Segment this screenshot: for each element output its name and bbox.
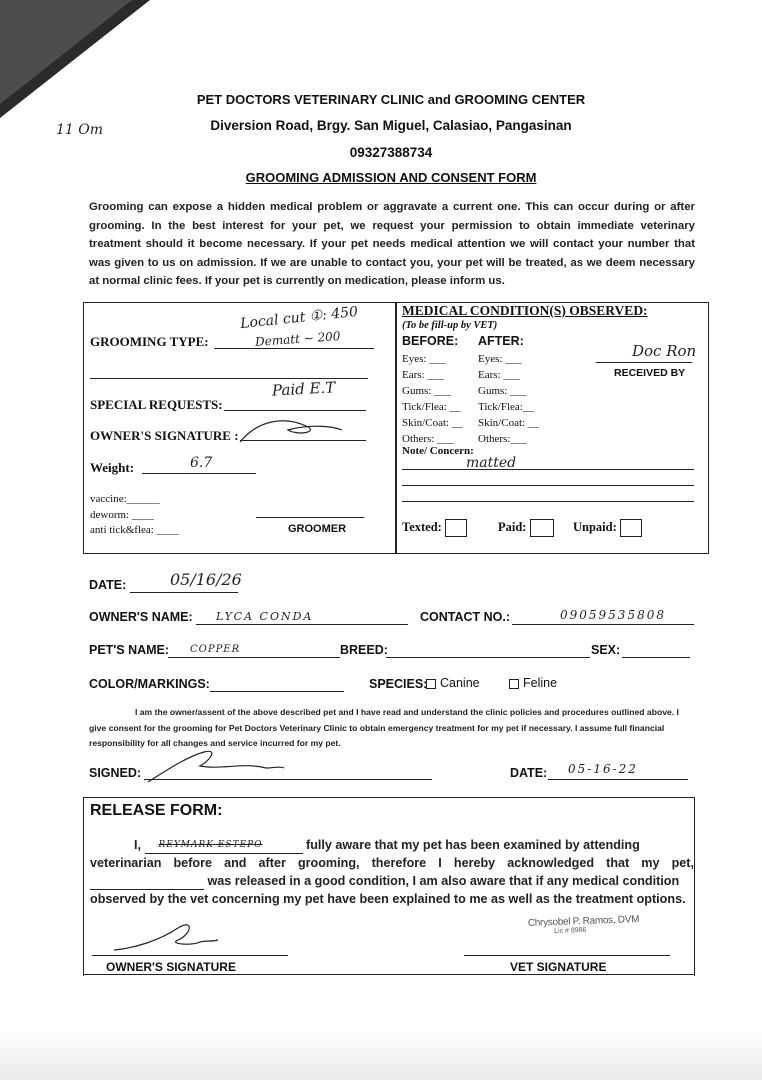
owner-release-signature-scribble bbox=[112, 918, 222, 954]
consent-paragraph: I am the owner/assent of the above described pet and I have read and understand the clinic policies and procedures outlined above. I give consent for the grooming for Pet Doctors Veterinary Clinic to obtain emergency treatment for my pet if necessary. I assume full financial responsibility for all changes and service incurred for my pet. bbox=[89, 707, 679, 748]
pet-name-field[interactable] bbox=[168, 657, 340, 658]
feline-checkbox[interactable] bbox=[509, 679, 519, 689]
clinic-address: Diversion Road, Brgy. San Miguel, Calasiao, Pangasinan bbox=[210, 118, 572, 133]
groomer-label: GROOMER bbox=[288, 523, 347, 535]
owner-name-value[interactable]: LYCA CONDA bbox=[216, 610, 314, 623]
before-items bbox=[402, 351, 463, 447]
before-label: BEFORE: bbox=[402, 334, 459, 348]
release-line-4: observed by the vet concerning my pet have been explained to me as well as the treatment options. bbox=[90, 892, 686, 906]
medical-title: MEDICAL CONDITION(S) OBSERVED: bbox=[402, 303, 648, 318]
release-line-1: I, REYMARK ESTEPO fully aware that my pet has been examined by attending bbox=[134, 838, 640, 852]
signed-signature-scribble bbox=[146, 748, 286, 784]
after-items bbox=[478, 351, 539, 447]
species-feline-option[interactable]: Feline bbox=[509, 676, 557, 690]
grooming-type-label: GROOMING TYPE: bbox=[90, 334, 209, 349]
received-by-line bbox=[596, 362, 692, 363]
vet-signature-label: VET SIGNATURE bbox=[510, 960, 607, 974]
scan-bottom-shadow bbox=[0, 1030, 762, 1080]
deworm-label: deworm: ____ bbox=[90, 509, 154, 521]
after-others[interactable]: Others:___ bbox=[478, 433, 527, 445]
before-ears[interactable]: Ears: ___ bbox=[402, 369, 444, 381]
note-line-3 bbox=[402, 501, 694, 502]
release-title: RELEASE FORM: bbox=[90, 802, 223, 819]
signed-date-value[interactable]: 05-16-22 bbox=[568, 762, 638, 776]
signed-date-field[interactable] bbox=[548, 779, 688, 780]
release-name-value[interactable]: REYMARK ESTEPO bbox=[158, 840, 263, 850]
contact-label: CONTACT NO.: bbox=[420, 610, 511, 624]
after-skincoat[interactable]: Skin/Coat: __ bbox=[478, 417, 539, 429]
received-by-label: RECEIVED BY bbox=[614, 367, 686, 379]
note-value[interactable]: matted bbox=[466, 455, 517, 471]
grooming-type-value-2[interactable]: Dematt ~ 200 bbox=[254, 329, 341, 349]
release-line-2: veterinarian before and after grooming, therefore I hereby acknowledged that my pet, bbox=[90, 856, 694, 870]
weight-label: Weight: bbox=[90, 460, 135, 475]
pet-name-label: PET'S NAME: bbox=[89, 643, 170, 657]
texted-checkbox[interactable] bbox=[445, 519, 467, 537]
breed-field[interactable] bbox=[386, 657, 590, 658]
medical-subtitle: (To be fill-up by VET) bbox=[402, 320, 498, 331]
after-eyes[interactable]: Eyes: ___ bbox=[478, 353, 522, 365]
date-field[interactable] bbox=[130, 592, 238, 593]
release-line-3: was released in a good condition, I am also aware that if any medical condition bbox=[90, 872, 694, 890]
before-gums[interactable]: Gums: ___ bbox=[402, 385, 451, 397]
grooming-type-value-1[interactable]: Local cut ①: 450 bbox=[239, 303, 359, 333]
note-label: Note/ Concern: bbox=[402, 445, 474, 457]
date-value[interactable]: 05/16/26 bbox=[170, 570, 242, 589]
weight-field[interactable] bbox=[142, 473, 256, 474]
form-title: GROOMING ADMISSION AND CONSENT FORM bbox=[245, 170, 537, 185]
contact-value[interactable]: 09059535808 bbox=[560, 608, 666, 622]
texted-field bbox=[402, 519, 467, 537]
color-markings-field[interactable] bbox=[210, 691, 344, 692]
sex-field[interactable] bbox=[622, 657, 690, 658]
owner-signature-scribble bbox=[236, 414, 346, 448]
special-requests-label: SPECIAL REQUESTS: bbox=[90, 397, 223, 412]
owner-release-signature-line[interactable] bbox=[92, 955, 288, 956]
canine-checkbox[interactable] bbox=[426, 679, 436, 689]
breed-label: BREED: bbox=[340, 643, 388, 657]
before-others[interactable]: Others: ___ bbox=[402, 433, 454, 445]
vet-stamp-name: Chrysobel P. Ramos, DVM bbox=[527, 914, 640, 929]
note-line-1 bbox=[402, 469, 694, 470]
species-label: SPECIES: bbox=[369, 677, 428, 691]
vaccine-label: vaccine:______ bbox=[90, 493, 160, 505]
unpaid-checkbox[interactable] bbox=[620, 519, 642, 537]
texted-label: Texted: bbox=[402, 519, 442, 534]
unpaid-label: Unpaid: bbox=[573, 519, 617, 534]
signed-date-label: DATE: bbox=[510, 766, 548, 780]
sex-label: SEX: bbox=[591, 643, 621, 657]
clinic-phone: 09327388734 bbox=[349, 145, 433, 160]
paid-checkbox[interactable] bbox=[530, 519, 554, 537]
clinic-name: PET DOCTORS VETERINARY CLINIC and GROOMING CENTER bbox=[196, 92, 586, 107]
owner-name-field[interactable] bbox=[196, 624, 408, 625]
paid-label: Paid: bbox=[498, 519, 527, 534]
note-line-2 bbox=[402, 485, 694, 486]
after-ears[interactable]: Ears: ___ bbox=[478, 369, 520, 381]
paid-field bbox=[498, 519, 554, 537]
owner-signature-label: OWNER'S SIGNATURE : bbox=[90, 428, 239, 443]
vet-signature-line[interactable] bbox=[464, 955, 670, 956]
weight-value[interactable]: 6.7 bbox=[190, 455, 213, 471]
before-eyes[interactable]: Eyes: ___ bbox=[402, 353, 446, 365]
pet-name-value[interactable]: COPPER bbox=[190, 644, 241, 655]
grooming-type-line bbox=[214, 348, 374, 349]
groomer-signature-line[interactable] bbox=[256, 517, 364, 518]
date-label: DATE: bbox=[89, 578, 127, 592]
release-form-bottom-border bbox=[83, 974, 695, 975]
after-label: AFTER: bbox=[478, 334, 524, 348]
signed-label: SIGNED: bbox=[89, 766, 142, 780]
paid-note[interactable]: Paid E.T bbox=[271, 378, 336, 400]
owner-name-label: OWNER'S NAME: bbox=[89, 610, 193, 624]
after-tickflea[interactable]: Tick/Flea:__ bbox=[478, 401, 534, 413]
margin-note: 11 Om bbox=[56, 122, 104, 138]
owner-release-signature-label: OWNER'S SIGNATURE bbox=[106, 960, 236, 974]
species-canine-option[interactable]: Canine bbox=[426, 676, 480, 690]
received-by-value[interactable]: Doc Ron bbox=[632, 342, 697, 360]
antitick-label: anti tick&flea: ____ bbox=[90, 524, 179, 536]
intro-paragraph: Grooming can expose a hidden medical problem or aggravate a current one. This can occur during or after grooming. In the best interest for your pet, we request your permission to obtain immediate veterinary treatment should it become necessary. If your pet needs medical attention we will contact your number that was given to us on admission. If we are unable to contact you, your pet will be treated, as we deem necessary at normal clinic fees. If your pet is currently on medication, please inform us. bbox=[89, 201, 695, 288]
special-requests-field[interactable] bbox=[224, 410, 366, 411]
release-pet-field[interactable] bbox=[90, 874, 204, 890]
release-name-field[interactable] bbox=[145, 838, 303, 854]
contact-field[interactable] bbox=[512, 624, 694, 625]
vet-stamp-license: Lic # 8986 bbox=[554, 926, 587, 936]
before-skincoat[interactable]: Skin/Coat: __ bbox=[402, 417, 463, 429]
unpaid-field bbox=[573, 519, 642, 537]
before-tickflea[interactable]: Tick/Flea: __ bbox=[402, 401, 461, 413]
after-gums[interactable]: Gums: ___ bbox=[478, 385, 527, 397]
color-markings-label: COLOR/MARKINGS: bbox=[89, 677, 210, 691]
